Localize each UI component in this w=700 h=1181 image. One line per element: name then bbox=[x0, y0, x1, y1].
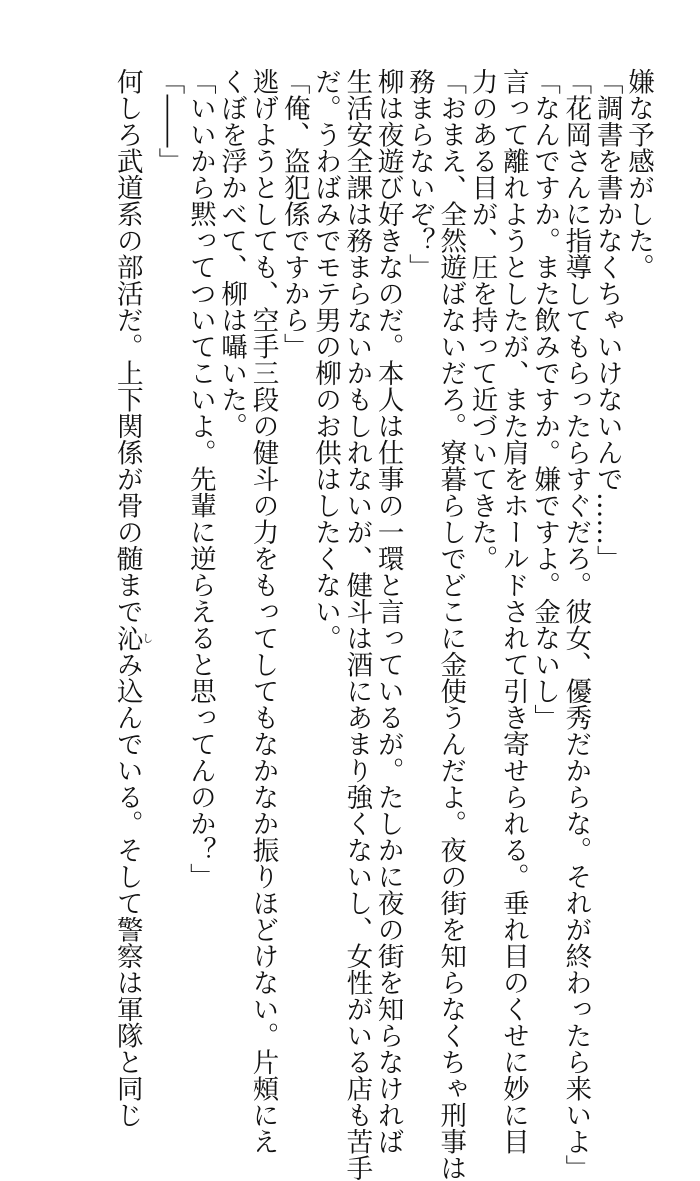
text-line-2: 「調書を書かなくちゃいけないんで……」 bbox=[591, 68, 623, 572]
text-line-13: 逃げようとしても、空手三段の健斗の力をもってしてもなかなか振りほどけない。片頰にえ bbox=[247, 68, 279, 1155]
ruby-annotation bbox=[111, 624, 154, 652]
text-line-8: 務まらないぞ？」 bbox=[403, 68, 435, 280]
text-line-17-before-ruby: 何しろ武道系の部活だ。上下関係が骨の髄まで bbox=[111, 68, 143, 625]
text-line-6: 力のある目が、圧を持って近づいてきた。 bbox=[466, 68, 498, 572]
text-line-14: くぼを浮かべて、柳は囁いた。 bbox=[216, 68, 248, 439]
text-line-16: 「――」 bbox=[153, 68, 185, 174]
text-line-17-after-ruby: み込んでいる。そして警察は軍隊と同じ bbox=[111, 651, 143, 1128]
text-line-15: 「いいから黙ってついてこいよ。先輩に逆らえると思ってんのか？」 bbox=[184, 68, 216, 890]
text-line-4: 「なんですか。また飲みですか。嫌ですよ。金ないし」 bbox=[529, 68, 561, 731]
text-line-11: だ。うわばみでモテ男の柳のお供はしたくない。 bbox=[310, 68, 342, 651]
text-line-5: 言って離れようとしたが、また肩をホールドされて引き寄せられる。垂れ目のくせに妙に目 bbox=[497, 68, 529, 1155]
ruby-reading: し bbox=[140, 624, 154, 651]
vertical-text-body bbox=[111, 68, 654, 1181]
text-line-1: 嫌な予感がした。 bbox=[623, 68, 654, 280]
text-line-10: 生活安全課は務まらないかもしれないが、健斗は酒にあまり強くないし、女性がいる店も苦手 bbox=[341, 68, 373, 1181]
text-line-17 bbox=[111, 68, 154, 1128]
ruby-base: 沁 bbox=[111, 624, 143, 651]
text-line-3: 「花岡さんに指導してもらったらすぐだろ。彼女、優秀だからな。それが終わったら来いよ」 bbox=[560, 68, 592, 1181]
text-line-12: 「俺、盗犯係ですから」 bbox=[278, 68, 310, 360]
text-line-9: 柳は夜遊び好きなのだ。本人は仕事の一環と言っているが。たしかに夜の街を知らなければ bbox=[372, 68, 404, 1155]
text-line-7: 「おまえ、全然遊ばないだろ。寮暮らしでどこに金使うんだよ。夜の街を知らなくちゃ刑事は bbox=[435, 68, 467, 1181]
